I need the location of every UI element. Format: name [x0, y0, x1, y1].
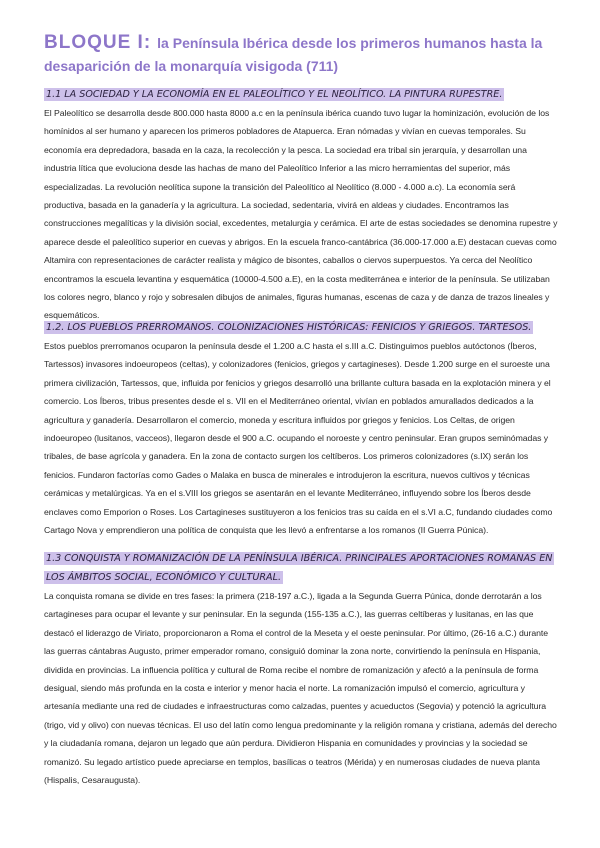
section-body: Estos pueblos prerromanos ocuparon la península desde el 1.200 a.C hasta el s.III a.C. Distinguimos pueblos autóctonos (Íberos, Tartessos) invasores indoeuropeos (celtas), y colonizadores (fenicios, griegos y cartagineses). Desde 1.200 surge en el suroeste una primera civilización, Tartessos, que, influida por fenicios y griegos desarrolló una brillante cultura basada en la explotación minera y el comercio. Los Íberos, tribus presentes desde el s. VII en el Mediterráneo oriental, vivían en poblados amurallados dedicados a la agricultura y ganadería. Desarrollaron el comercio, moneda y escritura influidos por griegos y fenicios. Los Celtas, de origen indoeuropeo (lusitanos, vacceos), llegaron desde el 900 a.C. ocupando el noroeste y centro peninsular. Eran grupos seminómadas y tribales, de base agrícola y ganadera. En la zona de contacto surgen los celtíberos. Los primeros colonizadores (s.IX) serán los fenicios. Fundaron factorías como Gades o Malaka en busca de minerales e introdujeron la escritura, nuevos cultivos y técnicas cerámicas y metalúrgicas. Ya en el s.VIII los griegos se asentarán en el levante Mediterráneo, influyendo sobre los Íberos desde enclaves como Emporion o Roses. Los Cartagineses sustituyeron a los fenicios tras su caída en el s.VI a.C, fundando ciudades como Cartago Nova y emprendieron una política de conquista que les llevó a enfrentarse a los romanos (II Guerra Púnica). [44, 341, 553, 536]
bloque-label: BLOQUE I: [44, 32, 152, 53]
section-heading: 1.3 CONQUISTA Y ROMANIZACIÓN DE LA PENÍNSULA IBÉRICA. PRINCIPALES APORTACIONES ROMANAS EN LOS ÁMBITOS SOCIAL, ECONÓMICO Y CULTURAL. [46, 553, 553, 583]
section-romanizacion [44, 548, 558, 789]
document-title [44, 32, 564, 78]
section-body: El Paleolítico se desarrolla desde 800.000 hasta 8000 a.c en la península ibérica cuando tuvo lugar la hominización, evolución de los homínidos al ser humano y aparecen los primeros pobladores de Atapuerca. Eran nómadas y vivían en cuevas temporales. Su economía era depredadora, basada en la caza, la recolección y la pesca. La sociedad era tribal sin jerarquía, y desarrollan una industria lítica que evoluciona desde las hachas de mano del Paleolítico Inferior a las micro herramientas del superior, más especializadas. La revolución neolítica supone la transición del Paleolítico al Neolítico (8.000 - 4.000 a.c). La economía será productiva, basada en la ganadería y la agricultura. La sociedad, sedentaria, vivirá en aldeas y ciudades. Encontramos las construcciones megalíticas y la división social, excedentes, metalurgia y cerámica. El arte de estas sociedades se denomina rupestre y aparece desde el paleolítico superior en cuevas y abrigos. En la escuela franco-cantábrica (36.000-17.000 a.E) destacan cuevas como Altamira con representaciones de carácter realista y mágico de bisontes, caballos o ciervos superpuestos. Ya cerca del Neolítico encontramos la escuela levantina y esquemática (10000-4.500 a.E), en la costa mediterránea e interior de la península. Se utilizaban los colores negro, blanco y rojo y sobresalen dibujos de animales, figuras humanas, escenas de caza y de danza de trazos lineales y esquemáticos. [44, 108, 558, 321]
bloque-subtitle: la Península Ibérica desde los primeros humanos hasta la desaparición de la monarquía visigoda (711) [44, 35, 543, 74]
section-paleolitico [44, 84, 558, 325]
section-heading: 1.1 LA SOCIEDAD Y LA ECONOMÍA EN EL PALEOLÍTICO Y EL NEOLÍTICO. LA PINTURA RUPESTRE. [46, 89, 503, 100]
section-pueblos-prerromanos [44, 317, 558, 539]
section-body: La conquista romana se divide en tres fases: la primera (218-197 a.C.), ligada a la Segunda Guerra Púnica, donde derrotarán a los cartagineses para ocupar el levante y sur peninsular. En la segunda (155-135 a.C.), las guerras celtíberas y lusitanas, en las que destacó el liderazgo de Viriato, proporcionaron a Roma el control de la Meseta y el oeste peninsular. Por último, (26-16 a.C.) durante las guerras cántabras Augusto, primer emperador romano, consiguió dominar la zona norte, convirtiendo la península en Hispania, dividida en provincias. La influencia política y cultural de Roma recibe el nombre de romanización y afectó a la península de forma desigual, siendo más profunda en la costa e interior y menor hacia el norte. La romanización impulsó el comercio, agricultura y artesanía mediante una red de ciudades e infraestructuras como calzadas, puentes y acueductos (Segovia) y potenció la agricultura (trigo, vid y olivo) con nuevas técnicas. El uso del latín como lengua predominante y la religión romana y cristiana, además del derecho y la ciudadanía romana, dejaron un legado que aún perdura. Dividieron Hispania en comunidades y provincias y la sociedad se romanizó. Su legado artístico puede apreciarse en templos, basílicas o teatros (Mérida) y en numerosas ciudades de nueva planta (Hispalis, Cesaraugusta). [44, 591, 557, 786]
section-heading: 1.2. LOS PUEBLOS PRERROMANOS. COLONIZACIONES HISTÓRICAS: FENICIOS Y GRIEGOS. TARTESOS. [46, 322, 532, 333]
